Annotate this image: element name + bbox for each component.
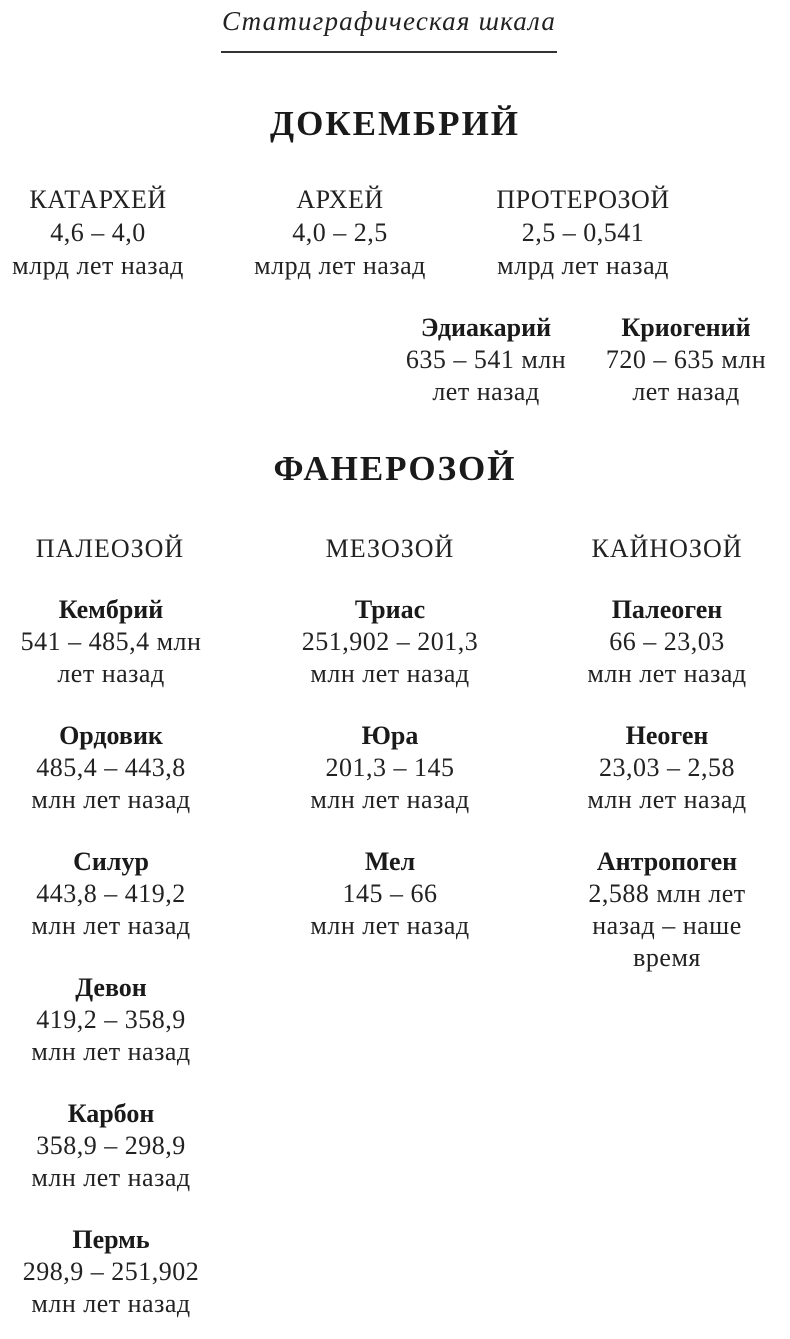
eon-range: 2,5 – 0,541 <box>521 218 645 247</box>
eon-range: 4,6 – 4,0 <box>50 218 146 247</box>
period-name: Триас <box>354 595 426 624</box>
period-unit: млн лет назад <box>310 911 470 940</box>
period-silurian <box>0 846 222 942</box>
period-range: 635 – 541 млн <box>405 345 567 374</box>
page-header-title: Статиграфическая шкала <box>222 6 557 36</box>
period-unit: млн лет назад <box>31 1037 191 1066</box>
period-anthropogene <box>557 846 777 974</box>
period-cambrian <box>0 594 222 690</box>
period-name: Антропоген <box>596 847 738 876</box>
period-unit: лет назад <box>432 377 540 406</box>
period-name: Юра <box>361 721 419 750</box>
period-permian <box>0 1224 222 1320</box>
period-name: Мел <box>364 847 416 876</box>
period-unit: лет назад <box>57 659 165 688</box>
period-range: 23,03 – 2,58 <box>599 753 735 782</box>
period-cretaceous <box>280 846 500 942</box>
period-range: 298,9 – 251,902 <box>22 1257 200 1286</box>
period-paleogene <box>557 594 777 690</box>
period-range: 419,2 – 358,9 <box>36 1005 186 1034</box>
period-triassic <box>280 594 500 690</box>
eon-katarchean <box>0 183 196 282</box>
period-name: Криогений <box>621 313 751 342</box>
period-unit: млн лет назад <box>31 785 191 814</box>
period-unit-continued: время <box>633 943 701 972</box>
eon-name: ПРОТЕРОЗОЙ <box>496 185 670 214</box>
period-name: Палеоген <box>611 595 723 624</box>
period-unit: млн лет назад <box>310 659 470 688</box>
period-range: 485,4 – 443,8 <box>36 753 186 782</box>
period-unit: млн лет назад <box>31 1289 191 1318</box>
section-title-precambrian: ДОКЕМБРИЙ <box>269 104 521 143</box>
period-range: 358,9 – 298,9 <box>36 1131 186 1160</box>
period-ordovician <box>0 720 222 816</box>
period-devonian <box>0 972 222 1068</box>
period-ediacaran <box>388 312 584 408</box>
period-unit: лет назад <box>632 377 740 406</box>
era-title-mesozoic: МЕЗОЗОЙ <box>325 534 455 563</box>
era-title-cenozoic: КАЙНОЗОЙ <box>591 534 743 563</box>
section-title-phanerozoic: ФАНЕРОЗОЙ <box>273 449 517 488</box>
period-unit: млн лет назад <box>587 785 747 814</box>
period-range: 145 – 66 <box>342 879 438 908</box>
period-name: Неоген <box>625 721 709 750</box>
period-unit: млн лет назад <box>31 911 191 940</box>
period-name: Силур <box>73 847 149 876</box>
period-carboniferous <box>0 1098 222 1194</box>
period-unit: млн лет назад <box>310 785 470 814</box>
eon-range: 4,0 – 2,5 <box>292 218 388 247</box>
period-range: 2,588 млн лет <box>588 879 746 908</box>
period-range: 251,902 – 201,3 <box>301 627 479 656</box>
eon-unit: млрд лет назад <box>497 251 669 280</box>
period-unit: млн лет назад <box>587 659 747 688</box>
eon-unit: млрд лет назад <box>12 251 184 280</box>
period-unit: млн лет назад <box>31 1163 191 1192</box>
header-divider <box>221 51 557 53</box>
period-name: Девон <box>75 973 147 1002</box>
period-jurassic <box>280 720 500 816</box>
period-range: 443,8 – 419,2 <box>36 879 186 908</box>
eon-proterozoic <box>485 183 681 282</box>
period-name: Ордовик <box>59 721 163 750</box>
period-name: Кембрий <box>58 595 164 624</box>
period-range: 720 – 635 млн <box>605 345 767 374</box>
eon-archean <box>242 183 438 282</box>
eon-name: КАТАРХЕЙ <box>29 185 167 214</box>
period-name: Карбон <box>67 1099 155 1128</box>
eon-unit: млрд лет назад <box>254 251 426 280</box>
period-range: 201,3 – 145 <box>325 753 455 782</box>
period-unit: назад – наше <box>592 911 742 940</box>
period-range: 66 – 23,03 <box>609 627 725 656</box>
period-cryogenian <box>588 312 784 408</box>
period-name: Пермь <box>72 1225 150 1254</box>
era-title-paleozoic: ПАЛЕОЗОЙ <box>35 534 185 563</box>
period-neogene <box>557 720 777 816</box>
eon-name: АРХЕЙ <box>296 185 384 214</box>
period-name: Эдиакарий <box>420 313 552 342</box>
period-range: 541 – 485,4 млн <box>20 627 202 656</box>
